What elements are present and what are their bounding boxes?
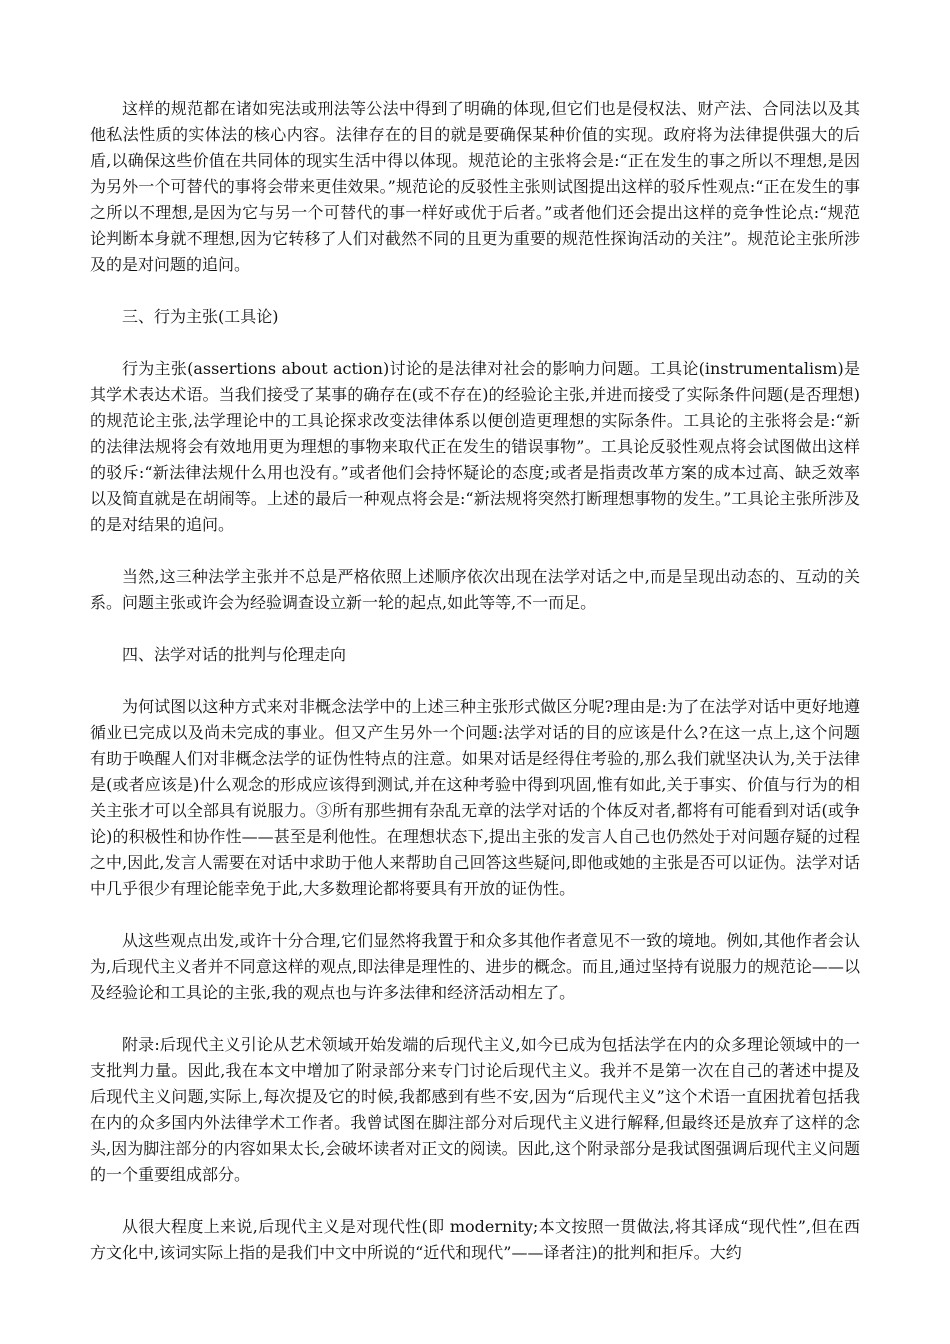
document-body bbox=[90, 96, 860, 1292]
section-heading-4: 四、法学对话的批判与伦理走向 bbox=[122, 645, 347, 664]
paragraph-dynamic-relation: 当然,这三种法学主张并不总是严格依照上述顺序依次出现在法学对话之中,而是呈现出动态的、互动的关系。问题主张或许会为经验调查设立新一轮的起点,如此等等,不一而足。 bbox=[90, 567, 860, 612]
paragraph-disagreement: 从这些观点出发,或许十分合理,它们显然将我置于和众多其他作者意见不一致的境地。例如,其他作者会认为,后现代主义者并不同意这样的观点,即法律是理性的、进步的概念。而且,通过坚持有说服力的规范论——以及经验论和工具论的主张,我的观点也与许多法律和经济活动相左了。 bbox=[90, 931, 860, 1002]
paragraph-appendix-intro: 附录:后现代主义引论从艺术领域开始发端的后现代主义,如今已成为包括法学在内的众多理论领域中的一支批判力量。因此,我在本文中增加了附录部分来专门讨论后现代主义。我并不是第一次在自己的著述中提及后现代主义问题,实际上,每次提及它的时候,我都感到有些不安,因为“后现代主义”这个术语一直困扰着包括我在内的众多国内外法律学术工作者。我曾试图在脚注部分对后现代主义进行解释,但最终还是放弃了这样的念头,因为脚注部分的内容如果太长,会破坏读者对正文的阅读。因此,这个附录部分是我试图强调后现代主义问题的一个重要组成部分。 bbox=[90, 1035, 860, 1184]
paragraph-normative-claims: 这样的规范都在诸如宪法或刑法等公法中得到了明确的体现,但它们也是侵权法、财产法、合同法以及其他私法性质的实体法的核心内容。法律存在的目的就是要确保某种价值的实现。政府将为法律提供强大的后盾,以确保这些价值在共同体的现实生活中得以体现。规范论的主张将会是:“正在发生的事之所以不理想,是因为另外一个可替代的事将会带来更佳效果。”规范论的反驳性主张则试图提出这样的驳斥性观点:“正在发生的事之所以不理想,是因为它与另一个可替代的事一样好或优于后者。”或者他们还会提出这样的竞争性论点:“规范论判断本身就不理想,因为它转移了人们对截然不同的且更为重要的规范性探询活动的关注”。规范论主张所涉及的是对问题的追问。 bbox=[90, 99, 860, 274]
section-heading-3: 三、行为主张(工具论) bbox=[122, 307, 279, 326]
paragraph-falsifiability: 为何试图以这种方式来对非概念法学中的上述三种主张形式做区分呢?理由是:为了在法学对话中更好地遵循业已完成以及尚未完成的事业。但又产生另外一个问题:法学对话的目的应该是什么?在这一点上,这个问题有助于唤醒人们对非概念法学的证伪性特点的注意。如果对话是经得住考验的,那么我们就坚决认为,关于法律是(或者应该是)什么观念的形成应该得到测试,并在这种考验中得到巩固,惟有如此,关于事实、价值与行为的相关主张才可以全部具有说服力。③所有那些拥有杂乱无章的法学对话的个体反对者,都将有可能看到对话(或争论)的积极性和协作性——甚至是利他性。在理想状态下,提出主张的发言人自己也仍然处于对问题存疑的过程之中,因此,发言人需要在对话中求助于他人来帮助自己回答这些疑问,即他或她的主张是否可以证伪。法学对话中几乎很少有理论能幸免于此,大多数理论都将要具有开放的证伪性。 bbox=[90, 697, 860, 898]
paragraph-instrumentalism: 行为主张(assertions about action)讨论的是法律对社会的影响力问题。工具论(instrumentalism)是其学术表达术语。当我们接受了某事的确存在(或不存在)的经验论主张,并进而接受了实际条件问题(是否理想)的规范论主张,法学理论中的工具论探求改变法律体系以便创造更理想的实际条件。工具论的主张将会是:“新的法律法规将会有效地用更为理想的事物来取代正在发生的错误事物”。工具论反驳性观点将会试图做出这样的驳斥:“新法律法规什么用也没有。”或者他们会持怀疑论的态度;或者是指责改革方案的成本过高、缺乏效率以及简直就是在胡闹等。上述的最后一种观点将会是:“新法规将突然打断理想事物的发生。”工具论主张所涉及的是对结果的追问。 bbox=[90, 359, 860, 534]
paragraph-modernity: 从很大程度上来说,后现代主义是对现代性(即 modernity;本文按照一贯做法,将其译成“现代性”,但在西方文化中,该词实际上指的是我们中文中所说的“近代和现代”——译者注)的批判和拒斥。大约 bbox=[90, 1217, 860, 1262]
